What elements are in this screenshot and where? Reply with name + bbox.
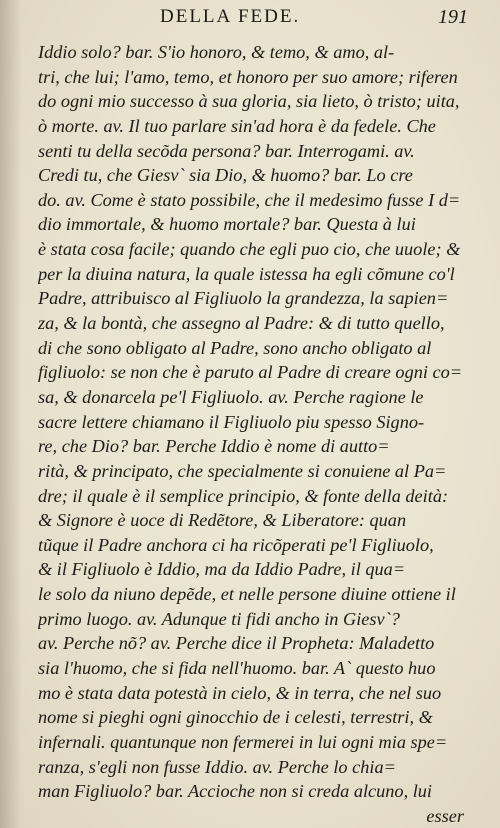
text-line: re, che Dio? bar. Perche Iddio è nome di autto= <box>38 436 390 457</box>
text-line: tũque il Padre anchora ci ha ricõperati pe'l Figliuolo, <box>38 534 434 555</box>
text-line: infernali. quantunque non fermerei in lui ogni mia spe= <box>38 731 448 752</box>
text-line: è stata cosa facile; quando che egli puo cio, che uuole; & <box>38 239 461 260</box>
gutter-shadow <box>0 0 22 828</box>
show-through-bleed <box>472 660 492 780</box>
text-line: mo è stata data potestà in cielo, & in terra, che nel suo <box>38 682 442 703</box>
text-line: figliuolo: se non che è paruto al Padre di creare ogni co= <box>38 362 463 383</box>
text-line: dio immortale, & huomo mortale? bar. Questa à lui <box>38 214 416 235</box>
text-line: za, & la bontà, che assegno al Padre: & di tutto quello, <box>38 313 445 334</box>
catchword: esser <box>426 805 464 826</box>
page-header <box>0 6 500 32</box>
text-line: sia l'huomo, che si fida nell'huomo. bar. A` questo huo <box>38 658 436 679</box>
text-line: man Figliuolo? bar. Accioche non si creda alcuno, lui <box>38 781 433 802</box>
body-text <box>38 40 464 828</box>
text-line: primo luogo. av. Adunque ti fidi ancho in Giesv`? <box>38 608 400 629</box>
text-line: dre; il quale è il semplice principio, & fonte della deità: <box>38 485 449 506</box>
text-line: sacre lettere chiamano il Figliuolo piu spesso Signo- <box>38 411 425 432</box>
running-head: DELLA FEDE. <box>160 6 301 27</box>
page-number: 191 <box>438 6 468 28</box>
text-line: tri, che lui; l'amo, temo, et honoro per suo amore; riferen <box>38 66 458 87</box>
text-line: di che sono obligato al Padre, sono ancho obligato al <box>38 337 432 358</box>
text-line: Padre, attribuisco al Figliuolo la grandezza, la sapien= <box>38 288 449 309</box>
text-line: av. Perche nõ? av. Perche dice il Propheta: Maladetto <box>38 633 435 654</box>
text-line: ò morte. av. Il tuo parlare sin'ad hora è da fedele. Che <box>38 115 436 136</box>
text-line: rità, & principato, che specialmente si conuiene al Pa= <box>38 460 447 481</box>
text-line: do ogni mio successo à sua gloria, sia lieto, ò tristo; uita, <box>38 91 460 112</box>
text-line: ranza, s'egli non fusse Iddio. av. Perche lo chia= <box>38 756 396 777</box>
text-line: le solo da niuno depẽde, et nelle persone diuine ottiene il <box>38 584 456 605</box>
text-line: do. av. Come è stato possibile, che il medesimo fusse I d= <box>38 189 461 210</box>
text-line: nome si pieghi ogni ginocchio de i celesti, terrestri, & <box>38 707 433 728</box>
text-line: sa, & donarcela pe'l Figliuolo. av. Perche ragione le <box>38 386 424 407</box>
text-line: senti tu della secõda persona? bar. Interrogami. av. <box>38 140 415 161</box>
text-line: & Signore è uoce di Redẽtore, & Liberatore: quan <box>38 510 407 531</box>
text-line: per la diuina natura, la quale istessa ha egli cõmune co'l <box>38 263 455 284</box>
text-line: & il Figliuolo è Iddio, ma da Iddio Padre, il qua= <box>38 559 406 580</box>
text-line: Credi tu, che Giesv` sia Dio, & huomo? bar. Lo cre <box>38 165 413 186</box>
text-line: Iddio solo? bar. S'io honoro, & temo, & amo, al- <box>38 42 395 62</box>
